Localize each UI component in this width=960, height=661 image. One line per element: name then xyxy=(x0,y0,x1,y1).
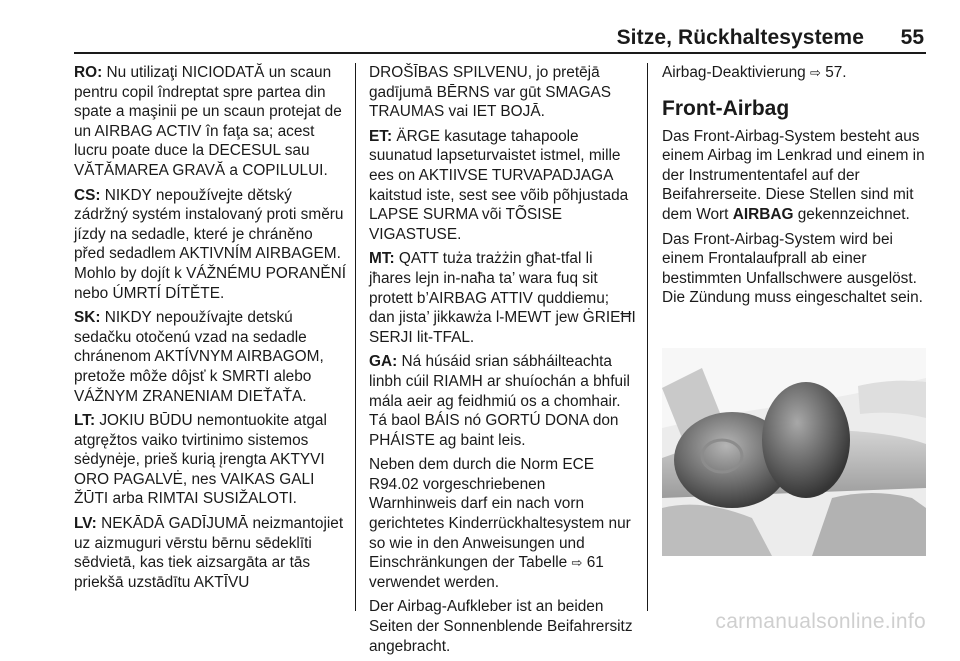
warning-ro-text: Nu utilizaţi NICIODATĂ un scaun pentru copil îndreptat spre partea din spate a maşinii pe un scaun protejat de un AIRBAG ACTIV în faţa sa; acest lucru poate duce la DECESUL sau VĂTĂMAREA GRAVĂ a COPILULUI. xyxy=(74,64,342,179)
airbag-illustration-svg xyxy=(662,348,926,556)
warning-sk xyxy=(74,308,346,406)
deactivation-text: Airbag-Deaktivierung xyxy=(662,64,810,81)
warning-lv-continued: DROŠĪBAS SPILVENU, jo pretējā gadījumā BĒRNS var gūt SMAGAS TRAUMAS vai IET BOJĀ. xyxy=(369,64,612,121)
page-reference-61[interactable]: 61 xyxy=(586,554,604,572)
warning-lt-text: JOKIU BŪDU nemontuokite atgal atgręžtos vaiko tvirtinimo sistemos sėdynėje, prieš kurią įrengta AKTYVI ORO PAGALVĖ, nes VAIKAS GALI ŽŪTI arba RIMTAI SUSIŽALOTI. xyxy=(74,412,327,508)
interior-mirror-area xyxy=(858,381,926,418)
language-code-ro: RO: xyxy=(74,64,103,81)
front-airbag-text: Das Front-Airbag-System besteht aus einem Airbag im Lenkrad und einem in der Instrumententafel auf der Beifahrerseite. Diese Stellen sind mit dem Wort xyxy=(662,127,925,223)
warning-cs-text: NIKDY nepoužívejte dětský zádržný systém instalovaný proti směru jízdy na sedadle, které je chráněno před sedadlem AKTIVNÍM AIRBAGEM. Mohlo by dojít k VÁŽNÉMU PORANĚNÍ nebo ÚMRTÍ DÍTĚTE. xyxy=(74,186,346,302)
page-reference-arrow-icon: ⇨ xyxy=(810,65,821,80)
passenger-airbag xyxy=(762,382,850,498)
warning-ro xyxy=(74,63,346,181)
paragraph-airbag-sticker: Der Airbag-Aufkleber ist an beiden Seiten der Sonnenblende Beifahrersitz angebracht. xyxy=(369,598,633,655)
warning-ga xyxy=(369,352,637,450)
section-heading-front-airbag: Front-Airbag xyxy=(662,96,790,120)
column-divider-2 xyxy=(647,63,648,611)
warning-et-text: ÄRGE kasutage tahapoole suunatud lapseturvaistet istmel, mille ees on AKTIIVSE TURVAPADJAGA kaitstud iste, sest see võib põhjustada LAPSE SURMA või TÕSISE VIGASTUSE. xyxy=(369,127,629,243)
paragraph-front-airbag-system xyxy=(662,127,930,225)
warning-lt xyxy=(74,411,346,509)
language-code-lt: LT: xyxy=(74,412,96,430)
language-code-cs: CS: xyxy=(74,186,101,204)
page-number: 55 xyxy=(900,26,924,49)
warning-lv xyxy=(74,514,346,592)
paragraph-deactivation-ref xyxy=(662,63,930,83)
running-header-title: Sitze, Rückhaltesysteme xyxy=(616,26,864,49)
warning-lv-text: NEKĀDĀ GADĪJUMĀ neizmantojiet uz aizmuguri vērstu bērnu sēdeklīti sēdvietā, kas tiek aizsargāta ar tās priekšā uzstādītu AKTĪVU xyxy=(74,515,344,591)
front-airbag-illustration xyxy=(662,348,926,556)
language-code-lv: LV: xyxy=(74,515,97,533)
language-code-ga: GA: xyxy=(369,353,398,371)
column-3 xyxy=(662,63,930,313)
warning-mt-text: QATT tuża trażżin għat-tfal li jħares lejn in-naħa ta’ wara fuq sit protett b’AIRBAG ATTIV quddiemu; dan jista’ jikkawża l-MEWT jew ĠRIEĦI SERJI lit-TFAL. xyxy=(369,250,636,346)
column-2 xyxy=(369,63,637,661)
page-reference-57[interactable]: 57. xyxy=(825,64,847,81)
column-1 xyxy=(74,63,346,597)
language-code-mt: MT: xyxy=(369,250,395,268)
watermark: carmanualsonline.info xyxy=(715,610,926,633)
warning-mt xyxy=(369,249,637,347)
warning-et xyxy=(369,127,637,245)
paragraph-ece-text: Neben dem durch die Norm ECE R94.02 vorgeschriebenen Warnhinweis darf ein nach vorn gerichtetes Kinderrückhaltesystem nur so wie in den Anweisungen und Einschränkungen der Tabelle xyxy=(369,456,631,572)
paragraph-ece-norm xyxy=(369,455,637,592)
paragraph-ece-text-end: verwendet werden. xyxy=(369,573,500,591)
column-divider-1 xyxy=(355,63,356,611)
front-airbag-text-end: gekennzeichnet. xyxy=(793,205,910,223)
warning-ga-text: Ná húsáid srian sábháilteachta linbh cúil RIAMH ar shuíochán a bhfuil mála aeir ag feidhmiú os a chomhair. Tá baol BÁIS nó GORTÚ DONA don PHÁISTE ag baint leis. xyxy=(369,353,630,449)
page-reference-arrow-icon: ⇨ xyxy=(571,555,583,571)
language-code-et: ET: xyxy=(369,127,393,145)
paragraph-front-airbag-deployment: Das Front-Airbag-System wird bei einem Frontalaufprall ab einer bestimmten Unfallschwere ausgelöst. Die Zündung muss eingeschaltet sein. xyxy=(662,230,923,307)
airbag-word: AIRBAG xyxy=(732,205,794,223)
warning-cs xyxy=(74,186,346,304)
warning-sk-text: NIKDY nepoužívajte detskú sedačku otočenú vzad na sedadle chránenom AKTÍVNYM AIRBAGOM, pretože môže dôjsť k SMRTI alebo VÁŽNYM ZRANENIAM DIEŤAŤA. xyxy=(74,309,324,405)
language-code-sk: SK: xyxy=(74,309,101,327)
header-rule xyxy=(74,52,926,54)
